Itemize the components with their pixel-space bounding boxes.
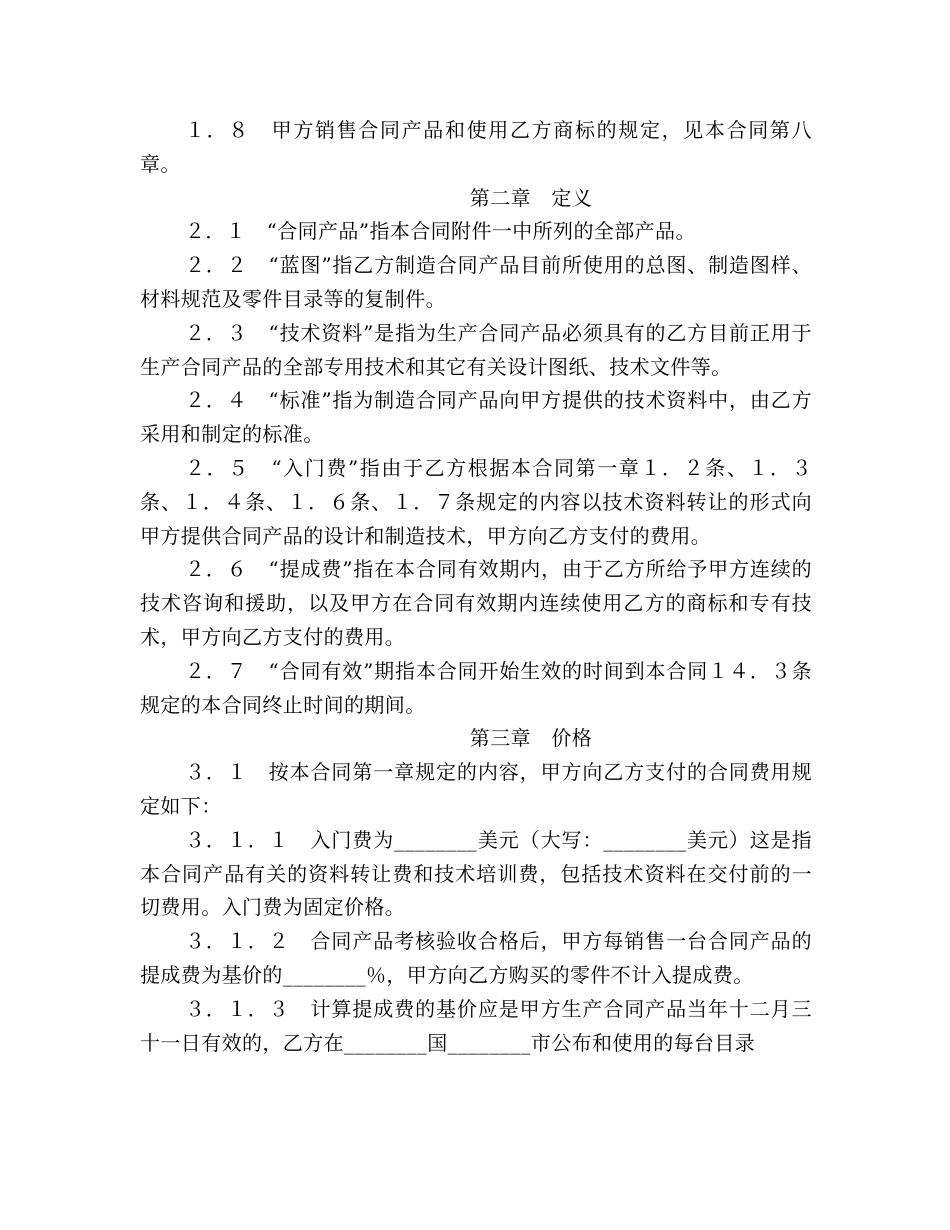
clause-3-1-1: ３．１．１ 入门费为________美元（大写：________美元）这是指本合同产品有关的资料转让费和技术培训费，包括技术资料在交付前的一切费用。入门费为固定价格。 (140, 827, 812, 920)
clause-1-8: １．８ 甲方销售合同产品和使用乙方商标的规定，见本合同第八章。 (140, 118, 812, 176)
clause-3-1-2: ３．１．２ 合同产品考核验收合格后，甲方每销售一台合同产品的提成费为基价的________％，甲方向乙方购买的零件不计入提成费。 (140, 929, 812, 987)
clause-2-4: ２．４ “标准”指为制造合同产品向甲方提供的技术资料中，由乙方采用和制定的标准。 (140, 388, 812, 447)
clause-2-1: ２．１ “合同产品”指本合同附件一中所列的全部产品。 (185, 219, 696, 244)
clause-2-6: ２．６ “提成费”指在本合同有效期内，由于乙方所给予甲方连续的技术咨询和援助，以及甲方在合同有效期内连续使用乙方的商标和专有技术，甲方向乙方支付的费用。 (140, 557, 812, 649)
clause-2-2: ２．２ “蓝图”指乙方制造合同产品目前所使用的总图、制造图样、材料规范及零件目录等的复制件。 (140, 253, 812, 311)
clause-2-3: ２．３ “技术资料”是指为生产合同产品必须具有的乙方目前正用于生产合同产品的全部专用技术和其它有关设计图纸、技术文件等。 (140, 320, 812, 379)
clause-2-5: ２．５ “入门费”指由于乙方根据本合同第一章１．２条、１．３条、１．４条、１．６条、１．７条规定的内容以技术资料转让的形式向甲方提供合同产品的设计和制造技术，甲方向乙方支付的费用。 (140, 455, 812, 548)
clause-3-1: ３．１ 按本合同第一章规定的内容，甲方向乙方支付的合同费用规定如下： (140, 760, 812, 818)
clause-3-1-3: ３．１．３ 计算提成费的基价应是甲方生产合同产品当年十二月三十一日有效的，乙方在________国________市公布和使用的每台目录 (140, 996, 812, 1055)
document-page (140, 114, 812, 1060)
chapter-3-heading: 第三章 价格 (469, 726, 593, 751)
chapter-2-heading: 第二章 定义 (469, 185, 593, 210)
clause-2-7: ２．７ “合同有效”期指本合同开始生效的时间到本合同１４．３条规定的本合同终止时间的期间。 (140, 658, 812, 717)
